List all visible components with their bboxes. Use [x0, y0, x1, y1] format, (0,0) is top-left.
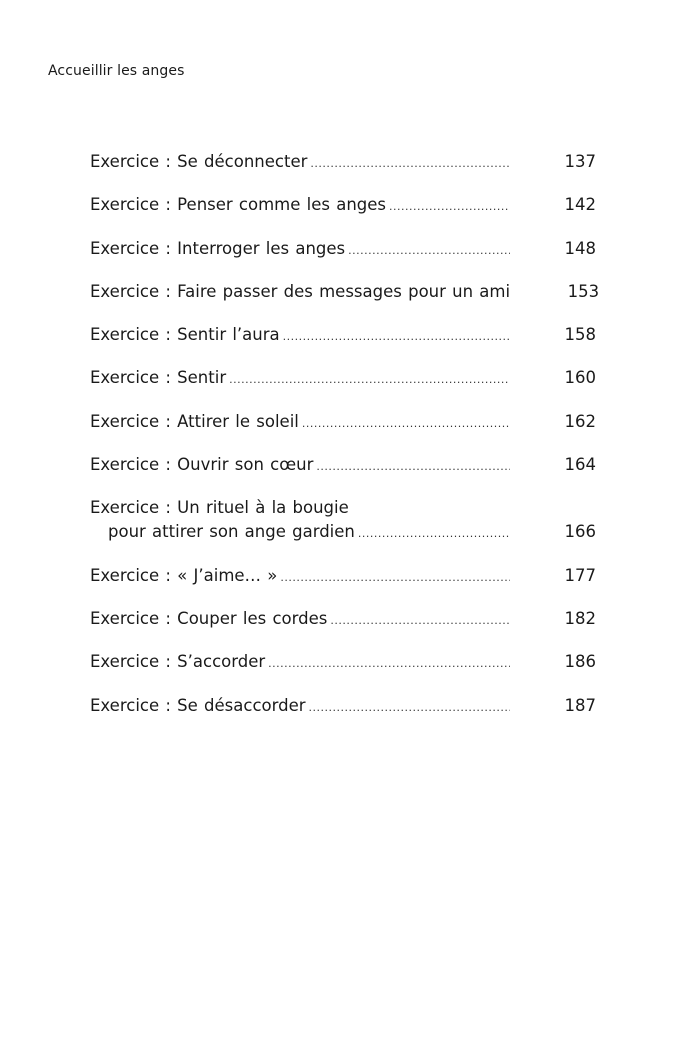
toc-entry-title: Exercice : Se déconnecter: [90, 152, 308, 171]
toc-entry-page-number: 162: [564, 411, 596, 431]
dot-leader: [358, 522, 510, 546]
toc-entry-page-number: 153: [567, 281, 600, 301]
toc-entry[interactable]: [90, 694, 596, 720]
dot-leader: [316, 455, 510, 479]
toc-entry[interactable]: [90, 453, 596, 479]
toc-entry-page-number: 160: [564, 368, 596, 388]
table-of-contents: [90, 150, 600, 737]
toc-entry[interactable]: [90, 366, 596, 392]
toc-entry[interactable]: [90, 280, 600, 306]
dot-leader: [310, 152, 510, 176]
toc-entry-title: Exercice : Sentir l’aura: [90, 325, 280, 345]
dot-leader: [309, 696, 510, 720]
toc-entry-title: Exercice : Ouvrir son cœur: [90, 455, 314, 475]
toc-entry-title: Exercice : Interroger les anges: [90, 238, 346, 258]
toc-entry-title: Exercice : Couper les cordes: [90, 608, 328, 628]
toc-entry-title-continuation: pour attirer son ange gardien: [108, 522, 355, 542]
toc-entry-title: Exercice : Un rituel à la bougie: [90, 498, 349, 518]
toc-entry[interactable]: [90, 607, 596, 633]
toc-entry[interactable]: [90, 193, 596, 219]
toc-entry-title: Exercice : Sentir: [90, 368, 227, 388]
toc-entry-title: Exercice : « J’aime… »: [90, 565, 278, 585]
toc-entry[interactable]: [90, 323, 596, 349]
toc-entry-page-number: 186: [564, 652, 596, 672]
toc-entry-page-number: 164: [564, 455, 596, 475]
toc-entry-page-number: 187: [564, 695, 596, 715]
toc-entry-page-number: 142: [564, 195, 596, 215]
dot-leader: [389, 195, 510, 219]
dot-leader: [280, 566, 510, 590]
dot-leader: [348, 239, 510, 263]
toc-entry[interactable]: [90, 564, 596, 590]
dot-leader: [229, 368, 510, 392]
toc-entry-page-number: 166: [564, 522, 596, 542]
toc-entry-title: Exercice : Faire passer des messages pour un ami: [90, 281, 511, 301]
toc-entry[interactable]: [90, 237, 596, 263]
toc-entry-title: Exercice : Penser comme les anges: [90, 195, 387, 215]
toc-entry-page-number: 177: [564, 565, 596, 585]
toc-entry[interactable]: [90, 150, 596, 176]
toc-entry-page-number: 137: [564, 152, 596, 171]
toc-entry-page-number: 182: [564, 608, 596, 628]
toc-entry[interactable]: [90, 410, 596, 436]
running-header: Accueillir les anges: [48, 63, 185, 79]
dot-leader: [330, 609, 510, 633]
toc-entry-page-number: 148: [564, 238, 596, 258]
dot-leader: [268, 652, 510, 676]
toc-entry-page-number: 158: [564, 325, 596, 345]
toc-entry[interactable]: [90, 496, 596, 546]
toc-entry-title: Exercice : S’accorder: [90, 652, 266, 672]
toc-entry-title: Exercice : Se désaccorder: [90, 695, 306, 715]
toc-entry[interactable]: [90, 650, 596, 676]
dot-leader: [283, 325, 510, 349]
dot-leader: [302, 412, 510, 436]
toc-entry-title: Exercice : Attirer le soleil: [90, 411, 299, 431]
